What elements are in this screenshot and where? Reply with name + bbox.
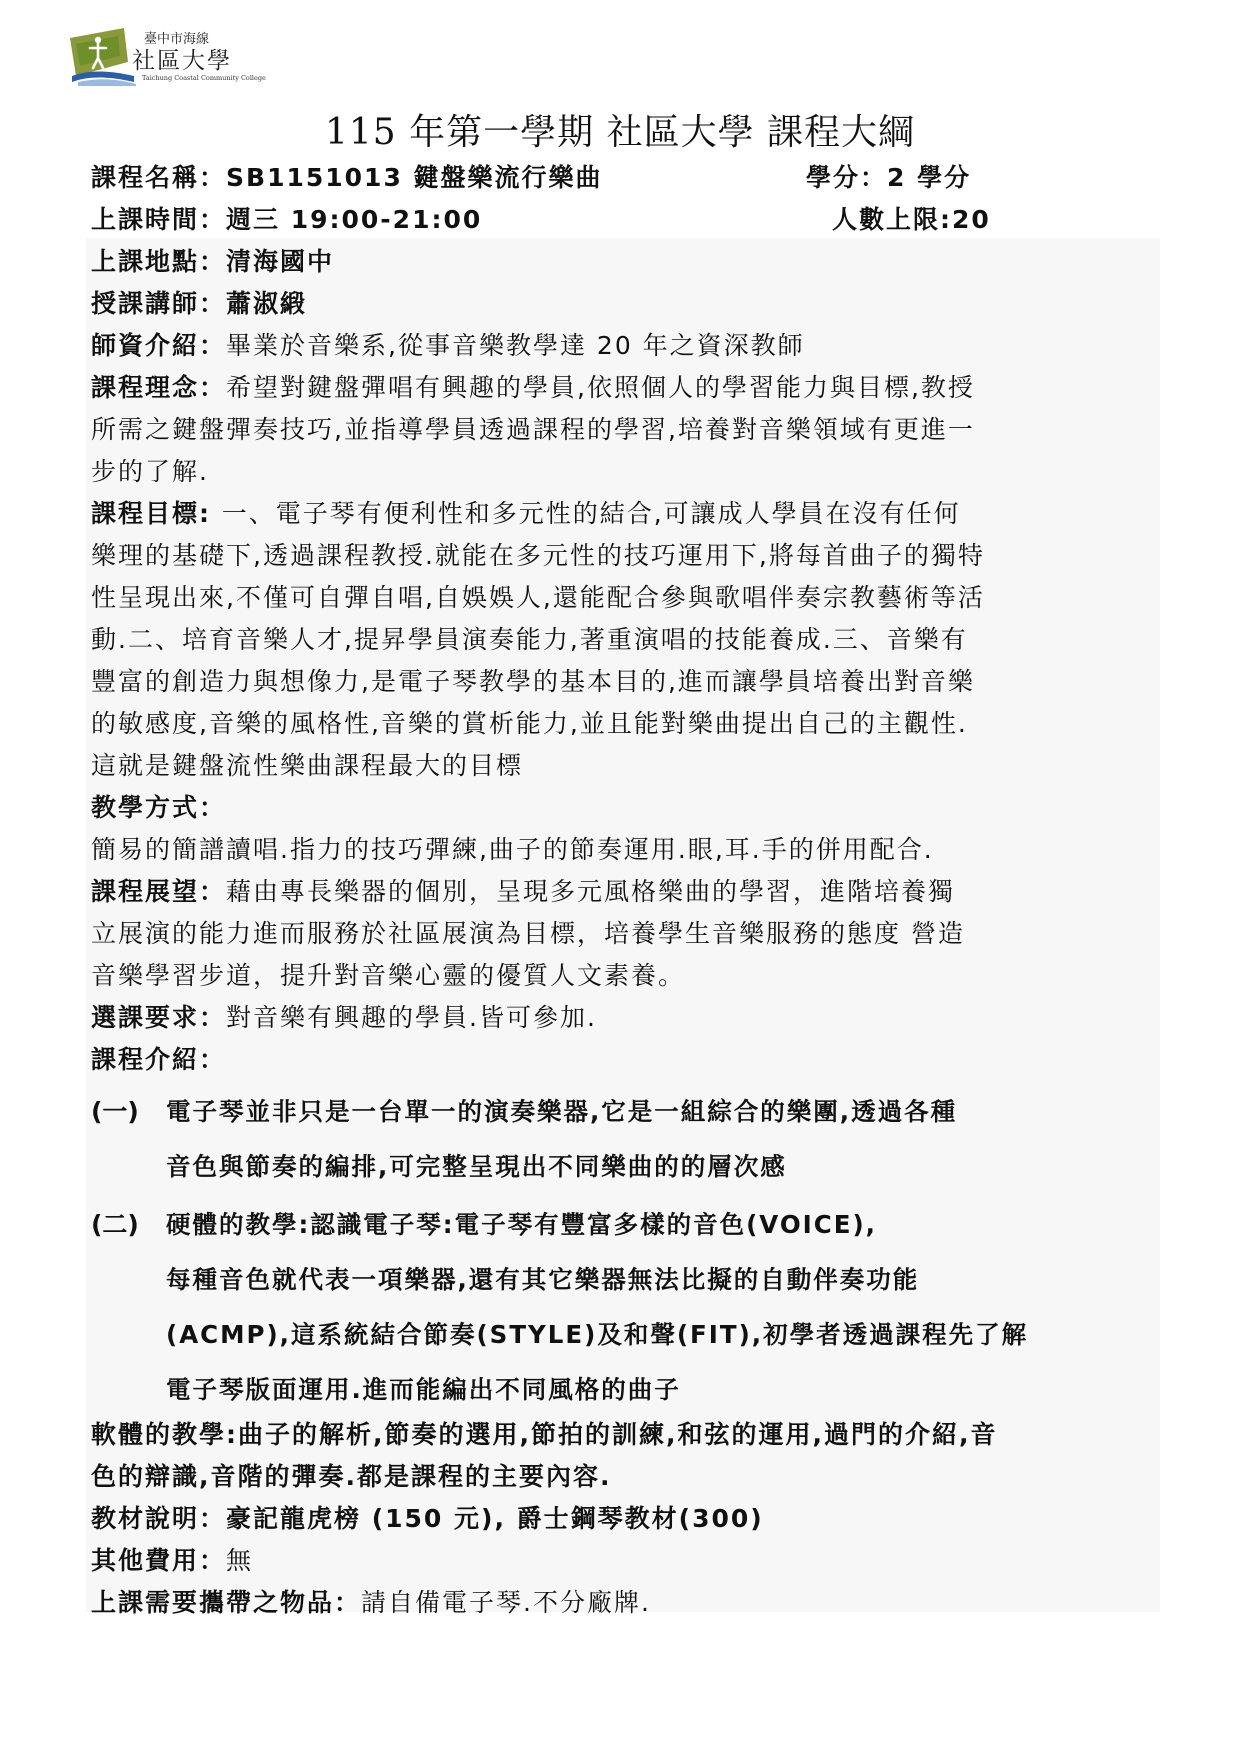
logo-text-top: 臺中市海線: [144, 32, 210, 47]
intro-item-1-line-2: 音色與節奏的編排,可完整呈現出不同樂曲的的層次感: [166, 1152, 787, 1181]
goals-line-4: 動.二、培育音樂人才,提昇學員演奏能力,著重演唱的技能養成.三、音樂有: [91, 625, 968, 654]
college-logo: [68, 24, 288, 86]
other-fees-row: [91, 1546, 253, 1576]
instructor-value: 蕭淑緞: [226, 289, 308, 318]
outlook-line-3: 音樂學習步道，提升對音樂心靈的優質人文素養。: [91, 961, 686, 990]
other-fees-label: 其他費用：: [91, 1546, 227, 1575]
bring-items-label: 上課需要攜帶之物品：: [91, 1588, 362, 1617]
page-title: 115 年第一學期 社區大學 課程大綱: [324, 112, 916, 153]
logo-text-english: Taichung Coastal Community College: [142, 74, 266, 82]
philosophy-line-1: [91, 373, 975, 403]
outlook-line-1: [91, 877, 955, 907]
outlook-label: 課程展望：: [91, 877, 227, 906]
bring-items-row: [91, 1588, 651, 1618]
intro-item-2-line-4: 電子琴版面運用.進而能編出不同風格的曲子: [166, 1375, 681, 1404]
requirements-row: [91, 1003, 597, 1033]
goals-line-7: 這就是鍵盤流性樂曲課程最大的目標: [91, 751, 524, 780]
class-time-row: [91, 205, 482, 235]
materials-value: 豪記龍虎榜 (150 元), 爵士鋼琴教材(300): [226, 1504, 764, 1533]
teacher-intro-label: 師資介紹：: [91, 331, 227, 360]
location-row: [91, 247, 334, 277]
credits: 學分：2 學分: [806, 163, 972, 192]
intro-item-2-line-3: (ACMP),這系統結合節奏(STYLE)及和聲(FIT),初學者透過課程先了解: [166, 1320, 1029, 1349]
other-fees-value: 無: [226, 1546, 254, 1575]
goals-line-3: 性呈現出來,不僅可自彈自唱,自娛娛人,還能配合參與歌唱伴奏宗教藝術等活: [91, 583, 985, 612]
goals-line-1: [91, 499, 961, 529]
instructor-label: 授課講師：: [91, 289, 227, 318]
location-label: 上課地點：: [91, 247, 227, 276]
course-name-row: [91, 163, 603, 193]
location-value: 清海國中: [226, 247, 335, 276]
logo-emblem-icon: [68, 24, 138, 86]
materials-label: 教材說明：: [91, 1504, 227, 1533]
software-line-2: 色的辯識,音階的彈奏.都是課程的主要內容.: [91, 1462, 612, 1491]
class-time-value: 週三 19:00-21:00: [226, 205, 483, 234]
goals-text: 一、電子琴有便利性和多元性的結合,可讓成人學員在沒有任何: [221, 499, 961, 528]
method-value: 簡易的簡譜讀唱.指力的技巧彈練,曲子的節奏運用.眼,耳.手的併用配合.: [91, 835, 934, 864]
class-time-label: 上課時間：: [91, 205, 227, 234]
course-name-label: 課程名稱：: [91, 163, 227, 192]
goals-line-6: 的敏感度,音樂的風格性,音樂的賞析能力,並且能對樂曲提出自己的主觀性.: [91, 709, 968, 738]
goals-line-2: 樂理的基礎下,透過課程教授.就能在多元性的技巧運用下,將每首曲子的獨特: [91, 541, 985, 570]
logo-text-main: 社區大學: [132, 48, 232, 74]
philosophy-label: 課程理念：: [91, 373, 227, 402]
philosophy-line-2: 所需之鍵盤彈奏技巧,並指導學員透過課程的學習,培養對音樂領域有更進一: [91, 415, 975, 444]
requirements-value: 對音樂有興趣的學員.皆可參加.: [226, 1003, 597, 1032]
method-label: 教學方式：: [91, 793, 227, 822]
software-line-1: 軟體的教學:曲子的解析,節奏的選用,節拍的訓練,和弦的運用,過門的介紹,音: [91, 1420, 998, 1449]
teacher-intro-row: [91, 331, 805, 361]
intro-item-1-number: (一): [91, 1097, 139, 1126]
teacher-intro-value: 畢業於音樂系,從事音樂教學達 20 年之資深教師: [226, 331, 805, 360]
instructor-row: [91, 289, 307, 319]
outlook-line-2: 立展演的能力進而服務於社區展演為目標，培養學生音樂服務的態度 營造: [91, 919, 965, 948]
materials-row: [91, 1504, 764, 1534]
course-name-value: SB1151013 鍵盤樂流行樂曲: [226, 163, 603, 192]
philosophy-line-3: 步的了解.: [91, 457, 209, 486]
intro-item-2-number: (二): [91, 1210, 139, 1239]
capacity: 人數上限:20: [832, 205, 991, 234]
intro-item-1-line-1: 電子琴並非只是一台單一的演奏樂器,它是一組綜合的樂團,透過各種: [166, 1097, 958, 1126]
requirements-label: 選課要求：: [91, 1003, 227, 1032]
philosophy-text: 希望對鍵盤彈唱有興趣的學員,依照個人的學習能力與目標,教授: [226, 373, 975, 402]
goals-line-5: 豐富的創造力與想像力,是電子琴教學的基本目的,進而讓學員培養出對音樂: [91, 667, 975, 696]
intro-item-2-line-1: 硬體的教學:認識電子琴:電子琴有豐富多樣的音色(VOICE),: [166, 1210, 877, 1239]
intro-label: 課程介紹：: [91, 1045, 227, 1074]
intro-item-2-line-2: 每種音色就代表一項樂器,還有其它樂器無法比擬的自動伴奏功能: [166, 1265, 920, 1294]
bring-items-value: 請自備電子琴.不分廠牌.: [361, 1588, 651, 1617]
goals-label: 課程目標:: [91, 499, 222, 528]
outlook-text: 藉由專長樂器的個別，呈現多元風格樂曲的學習，進階培養獨: [226, 877, 956, 906]
